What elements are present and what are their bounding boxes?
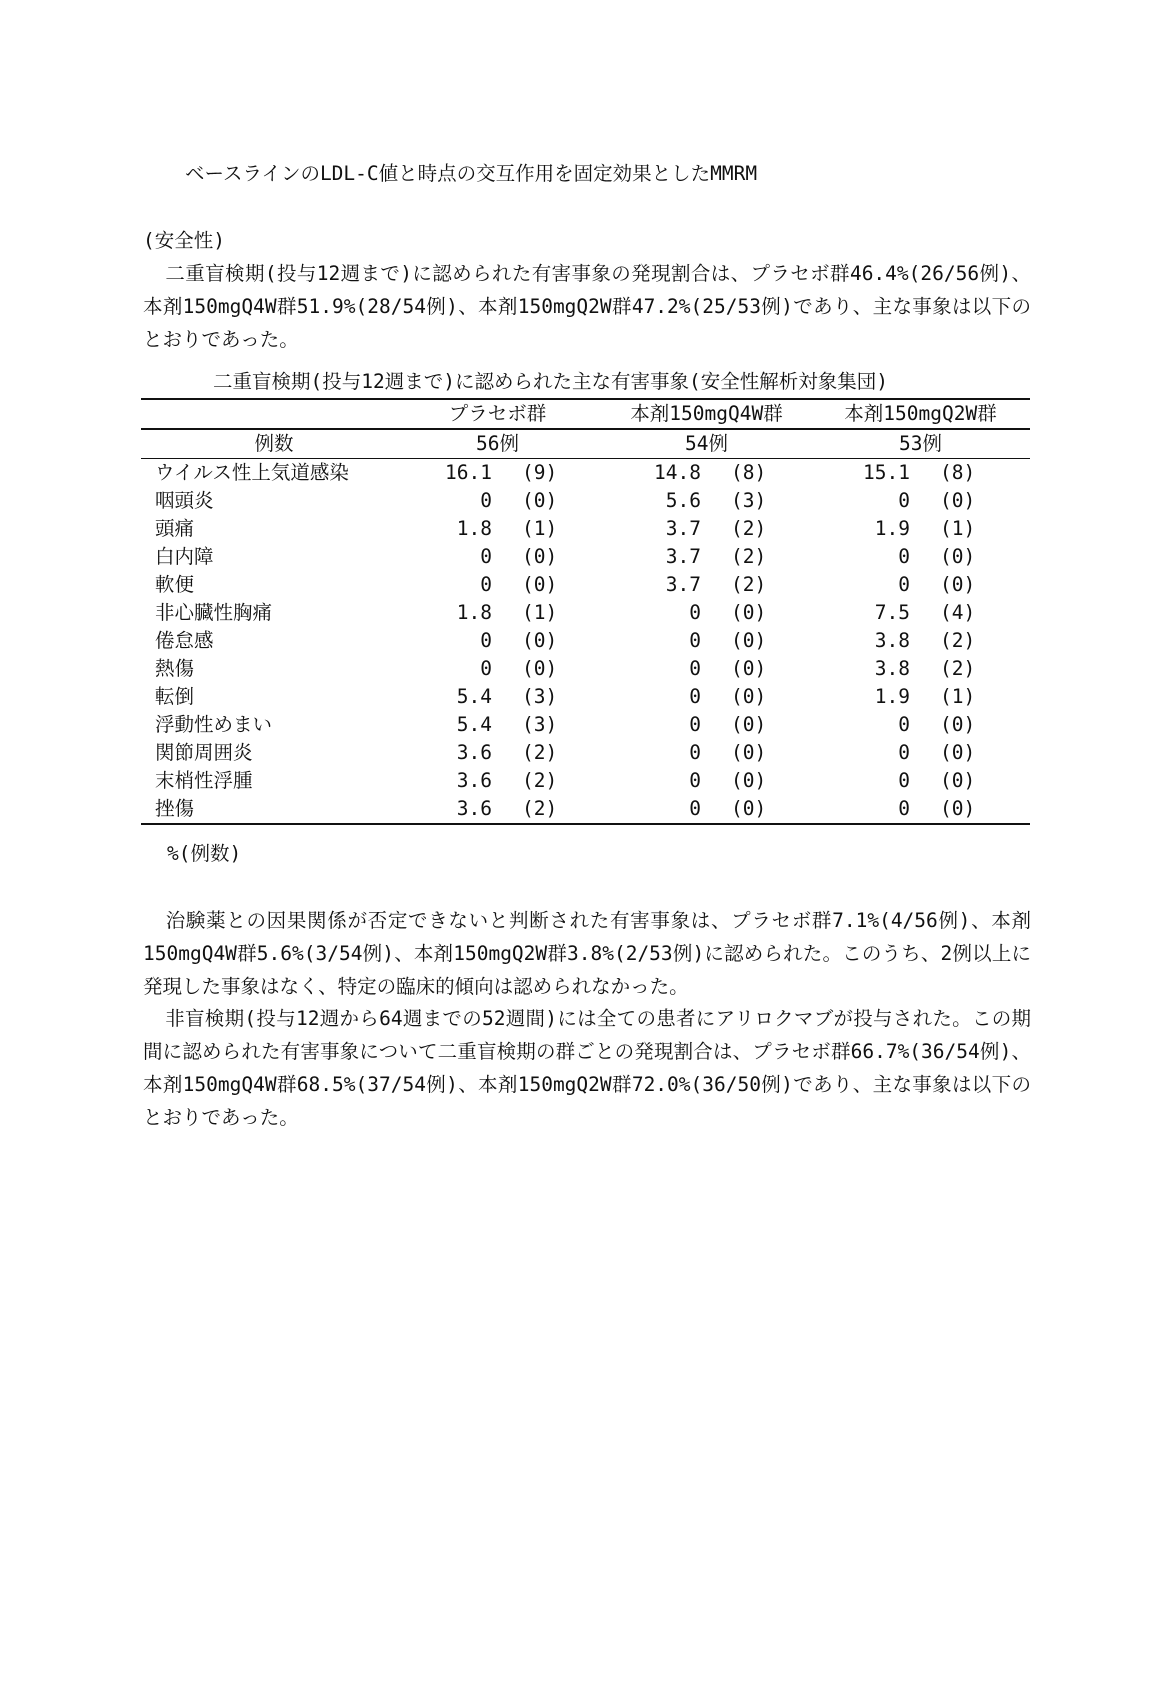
event-name: 熱傷: [155, 657, 195, 680]
count-cell: (0): [940, 713, 976, 736]
count-cell: (2): [731, 545, 767, 568]
count-cell: (0): [940, 573, 976, 596]
count-label: 例数: [141, 429, 393, 459]
table-row: [141, 543, 1030, 571]
percent-cell: 0: [689, 657, 701, 680]
count-cell: (0): [731, 741, 767, 764]
percent-cell: 0: [480, 657, 492, 680]
percent-cell: 15.1: [863, 461, 910, 484]
percent-cell: 0: [689, 769, 701, 792]
event-name: 関節周囲炎: [155, 741, 253, 764]
count-cell: (8): [731, 461, 767, 484]
percent-cell: 0: [689, 685, 701, 708]
safety-heading: (安全性): [143, 229, 225, 252]
percent-cell: 3.6: [393, 795, 508, 824]
count-cell: (0): [940, 741, 976, 764]
count-cell: (0): [731, 713, 767, 736]
count-cell: (0): [731, 685, 767, 708]
event-name: 転倒: [155, 685, 195, 708]
count-cell: (0): [717, 795, 811, 824]
table-header-row: [141, 399, 1030, 429]
table-row: [141, 683, 1030, 711]
count-cell: 56例: [393, 429, 602, 459]
count-cell: (3): [731, 489, 767, 512]
count-cell: (2): [731, 517, 767, 540]
percent-cell: 5.4: [456, 713, 492, 736]
event-name: 頭痛: [155, 517, 195, 540]
count-cell: (0): [522, 629, 558, 652]
percent-cell: 3.7: [665, 573, 701, 596]
paragraph-text: 治験薬との因果関係が否定できないと判断された有害事象は、プラセボ群7.1%(4/56例)、本剤150mgQ4W群5.6%(3/54例)、本剤150mgQ2W群3.8%(2/53例)に認められた。このうち、2例以上に発現した事象はなく、特定の臨床的傾向は認められなかった。: [143, 909, 1031, 998]
percent-cell: 0: [602, 795, 717, 824]
table-row: [141, 655, 1030, 683]
table-body: [141, 459, 1030, 825]
count-cell: 53例: [811, 429, 1030, 459]
count-cell: (0): [522, 489, 558, 512]
event-name: 白内障: [155, 545, 214, 568]
count-cell: (2): [522, 769, 558, 792]
adverse-events-table: [141, 398, 1030, 825]
paragraph-text: 二重盲検期(投与12週まで)に認められた有害事象の発現割合は、プラセボ群46.4%(26/56例)、本剤150mgQ4W群51.9%(28/54例)、本剤150mgQ2W群47.2%(25/53例)であり、主な事象は以下のとおりであった。: [143, 262, 1031, 351]
table-row: [141, 739, 1030, 767]
count-cell: (3): [522, 685, 558, 708]
event-name: 倦怠感: [155, 629, 214, 652]
count-cell: (2): [731, 573, 767, 596]
table-caption: 二重盲検期(投与12週まで)に認められた主な有害事象(安全性解析対象集団): [213, 370, 888, 393]
percent-cell: 0: [689, 713, 701, 736]
percent-cell: 5.4: [456, 685, 492, 708]
count-cell: 54例: [602, 429, 811, 459]
percent-cell: 0: [480, 545, 492, 568]
percent-cell: 0: [898, 545, 910, 568]
count-cell: (2): [508, 795, 602, 824]
paragraph-double-blind: [143, 257, 1031, 356]
percent-cell: 3.6: [456, 769, 492, 792]
count-cell: (4): [940, 601, 976, 624]
percent-cell: 0: [480, 573, 492, 596]
top-note: ベースラインのLDL-C値と時点の交互作用を固定効果としたMMRM: [185, 162, 758, 185]
column-header: 本剤150mgQ4W群: [602, 399, 811, 429]
count-cell: (2): [522, 741, 558, 764]
count-cell: (0): [940, 769, 976, 792]
percent-cell: 1.8: [456, 517, 492, 540]
percent-cell: 1.9: [874, 685, 910, 708]
event-name: 咽頭炎: [155, 489, 214, 512]
count-cell: (1): [940, 685, 976, 708]
percent-cell: 1.9: [874, 517, 910, 540]
event-name: 浮動性めまい: [155, 713, 273, 736]
count-cell: (1): [940, 517, 976, 540]
count-cell: (0): [731, 657, 767, 680]
percent-cell: 0: [898, 741, 910, 764]
event-name: ウイルス性上気道感染: [155, 461, 349, 484]
table-row: [141, 571, 1030, 599]
table-row: [141, 459, 1030, 488]
percent-cell: 0: [811, 795, 926, 824]
percent-cell: 0: [898, 573, 910, 596]
count-cell: (0): [940, 545, 976, 568]
column-header: 本剤150mgQ2W群: [811, 399, 1030, 429]
percent-cell: 0: [898, 713, 910, 736]
table-row: [141, 599, 1030, 627]
table-row: [141, 487, 1030, 515]
table-row: [141, 767, 1030, 795]
percent-cell: 0: [689, 601, 701, 624]
percent-cell: 3.7: [665, 545, 701, 568]
count-cell: (3): [522, 713, 558, 736]
count-cell: (0): [522, 657, 558, 680]
count-cell: (1): [522, 601, 558, 624]
percent-cell: 0: [898, 769, 910, 792]
header-empty: [141, 399, 393, 429]
percent-cell: 0: [689, 629, 701, 652]
percent-cell: 0: [480, 489, 492, 512]
count-cell: (9): [522, 461, 558, 484]
percent-cell: 0: [689, 741, 701, 764]
table-row: [141, 711, 1030, 739]
percent-cell: 1.8: [456, 601, 492, 624]
paragraph-text: 非盲検期(投与12週から64週までの52週間)には全ての患者にアリロクマブが投与された。この期間に認められた有害事象について二重盲検期の群ごとの発現割合は、プラセボ群66.7%(36/54例)、本剤150mgQ4W群68.5%(37/54例)、本剤150mgQ2W群72.0%(36/50例)であり、主な事象は以下のとおりであった。: [143, 1007, 1031, 1129]
percent-cell: 3.7: [665, 517, 701, 540]
count-cell: (2): [940, 657, 976, 680]
count-cell: (2): [940, 629, 976, 652]
event-name: 非心臓性胸痛: [155, 601, 273, 624]
count-cell: (0): [522, 573, 558, 596]
count-cell: (8): [940, 461, 976, 484]
count-cell: (0): [940, 489, 976, 512]
percent-cell: 0: [480, 629, 492, 652]
event-name: 末梢性浮腫: [155, 769, 253, 792]
table-row: [141, 795, 1030, 824]
percent-cell: 5.6: [665, 489, 701, 512]
percent-cell: 16.1: [445, 461, 492, 484]
percent-cell: 14.8: [654, 461, 701, 484]
unit-note: %(例数): [167, 842, 242, 865]
count-cell: (1): [522, 517, 558, 540]
percent-cell: 3.8: [874, 657, 910, 680]
table-count-row: [141, 429, 1030, 459]
table-row: [141, 627, 1030, 655]
paragraph-causality: [143, 904, 1031, 1003]
event-name: 挫傷: [141, 795, 393, 824]
percent-cell: 3.8: [874, 629, 910, 652]
percent-cell: 0: [898, 489, 910, 512]
percent-cell: 3.6: [456, 741, 492, 764]
paragraph-open-label: [143, 1002, 1031, 1134]
event-name: 軟便: [155, 573, 195, 596]
count-cell: (0): [731, 629, 767, 652]
count-cell: (0): [926, 795, 1030, 824]
count-cell: (0): [522, 545, 558, 568]
percent-cell: 7.5: [874, 601, 910, 624]
column-header: プラセボ群: [393, 399, 602, 429]
table-row: [141, 515, 1030, 543]
count-cell: (0): [731, 601, 767, 624]
count-cell: (0): [731, 769, 767, 792]
